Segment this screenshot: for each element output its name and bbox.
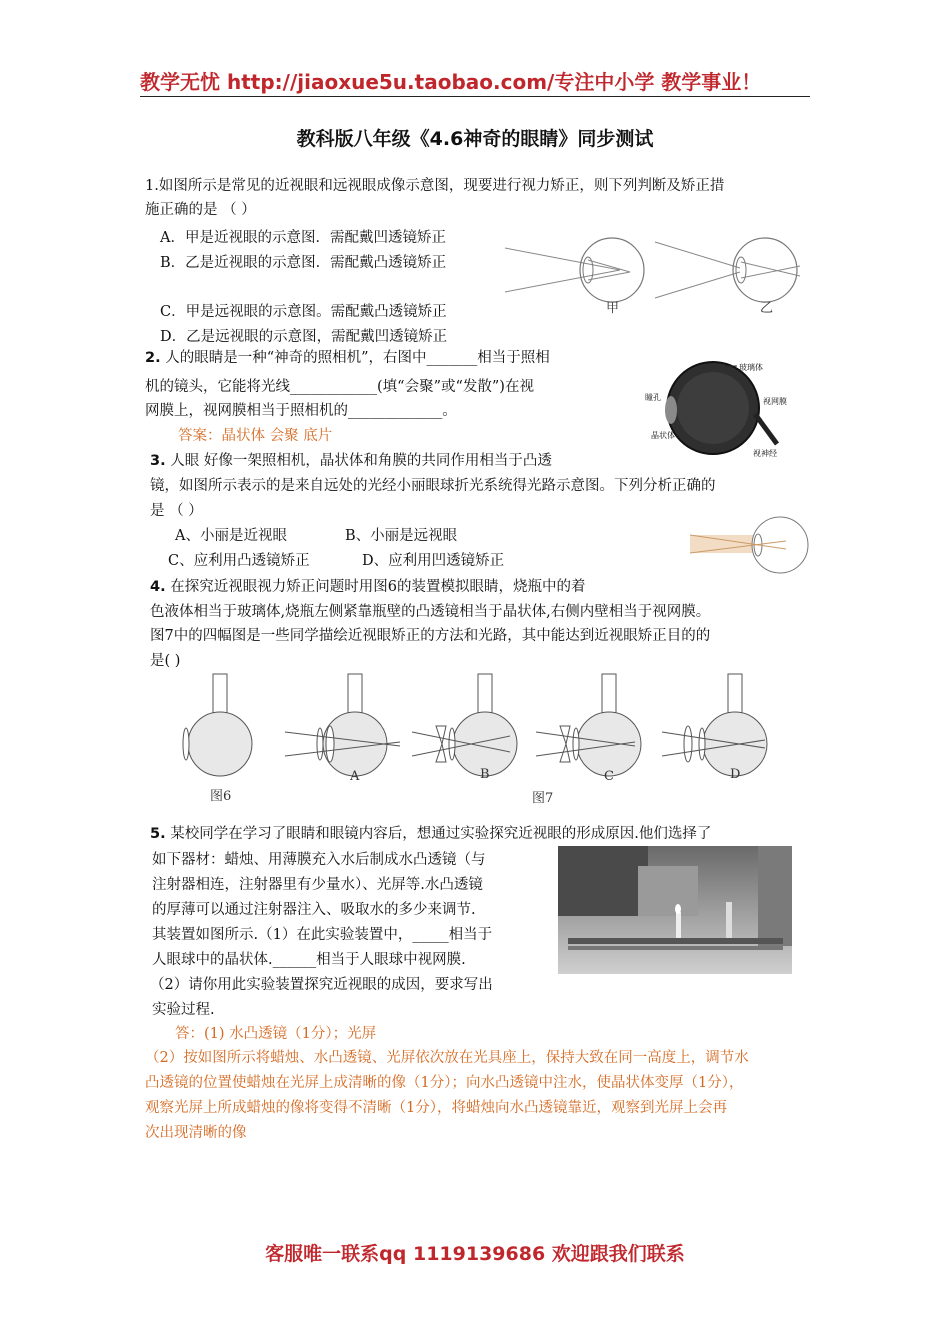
q4-fig6-caption: 图6 xyxy=(210,789,232,804)
q3-line-2: 镜，如图所示表示的是来自远处的光经小丽眼球折光系统得光路示意图。下列分析正确的 xyxy=(150,478,716,494)
q1-fig-label-yi: 乙 xyxy=(760,301,774,316)
q5-line-2: 如下器材：蜡烛、用薄膜充入水后制成水凸透镜（与 xyxy=(152,852,486,868)
q4-label-b: B xyxy=(480,767,490,782)
q4-line-4: 是( ) xyxy=(150,653,181,669)
q4-text-1: 在探究近视眼视力矫正问题时用图6的装置模拟眼睛，烧瓶中的着 xyxy=(165,579,586,595)
q1-option-d: D．乙是远视眼的示意图，需配戴凹透镜矫正 xyxy=(160,329,448,345)
q5-line-7: （2）请你用此实验装置探究近视眼的成因，要求写出 xyxy=(150,977,493,993)
q5-line-1 xyxy=(150,822,711,846)
q4-figures xyxy=(180,672,780,812)
q5-answer-1: 答：(1) 水凸透镜（1分）；光屏 xyxy=(175,1026,377,1042)
q2-label-retina: 视网膜 xyxy=(763,397,787,406)
q3-line-3: 是 （ ） xyxy=(150,503,203,519)
q2-answer: 答案：晶状体 会聚 底片 xyxy=(178,428,333,444)
q2-label-vitreous: 玻璃体 xyxy=(739,363,763,372)
q1-option-a: A．甲是近视眼的示意图．需配戴凹透镜矫正 xyxy=(160,230,446,246)
q5-line-4: 的厚薄可以通过注射器注入、吸取水的多少来调节. xyxy=(152,902,476,918)
q2-label-nerve: 视神经 xyxy=(753,449,777,458)
page-header: 教学无忧 http://jiaoxue5u.taobao.com/专注中小学 教学事业！ xyxy=(140,70,762,94)
q3-option-a: A、小丽是近视眼 xyxy=(175,528,287,544)
q1-eye-diagram xyxy=(500,230,810,320)
q2-number: 2. xyxy=(145,350,161,366)
q1-stem-2: 施正确的是 （ ） xyxy=(145,202,256,218)
q1-stem-1: 1.如图所示是常见的近视眼和远视眼成像示意图，现要进行视力矫正，则下列判断及矫正措 xyxy=(145,178,725,194)
q3-option-b: B、小丽是远视眼 xyxy=(345,528,458,544)
q2-line-1 xyxy=(145,346,550,370)
header-divider xyxy=(140,96,810,97)
page-footer: 客服唯一联系qq 1119139686 欢迎跟我们联系 xyxy=(265,1243,685,1265)
q1-option-c: C．甲是远视眼的示意图。需配戴凸透镜矫正 xyxy=(160,304,447,320)
q3-number: 3. xyxy=(150,453,166,469)
q5-line-5: 其装置如图所示.（1）在此实验装置中，_____相当于 xyxy=(152,927,493,943)
q5-text-1: 某校同学在学习了眼睛和眼镜内容后，想通过实验探究近视眼的形成原因.他们选择了 xyxy=(165,826,712,842)
q3-eye-diagram xyxy=(690,515,810,575)
q2-text-1: 人的眼睛是一种“神奇的照相机”，右图中_______相当于照相 xyxy=(160,350,550,366)
page-title: 教科版八年级《4.6神奇的眼睛》同步测试 xyxy=(296,128,654,150)
q5-number: 5. xyxy=(150,826,166,842)
q2-eyeball-figure xyxy=(645,352,795,462)
q4-line-3: 图7中的四幅图是一些同学描绘近视眼矫正的方法和光路，其中能达到近视眼矫正目的的 xyxy=(150,628,711,644)
q4-line-1 xyxy=(150,575,585,599)
q4-fig7-caption: 图7 xyxy=(532,791,554,806)
q3-option-c: C、应利用凸透镜矫正 xyxy=(168,553,310,569)
q3-text-1: 人眼 好像一架照相机，晶状体和角膜的共同作用相当于凸透 xyxy=(165,453,552,469)
q4-label-c: C xyxy=(604,769,614,784)
q4-label-d: D xyxy=(730,767,741,782)
q5-answer-2: （2）按如图所示将蜡烛、水凸透镜、光屏依次放在光具座上，保持大致在同一高度上，调节水 xyxy=(145,1050,749,1066)
q5-line-3: 注射器相连，注射器里有少量水）、光屏等.水凸透镜 xyxy=(152,877,483,893)
q2-line-3: 网膜上，视网膜相当于照相机的_____________。 xyxy=(145,403,457,419)
q4-line-2: 色液体相当于玻璃体,烧瓶左侧紧靠瓶壁的凸透镜相当于晶状体,右侧内壁相当于视网膜。 xyxy=(150,604,711,620)
q5-answer-3: 凸透镜的位置使蜡烛在光屏上成清晰的像（1分）；向水凸透镜中注水，使晶状体变厚（1分）， xyxy=(145,1075,744,1091)
q2-line-2: 机的镜头，它能将光线____________(填“会聚”或“发散”)在视 xyxy=(145,379,534,395)
q5-experiment-photo xyxy=(558,846,792,974)
q4-label-a: A xyxy=(350,769,360,784)
q5-line-8: 实验过程. xyxy=(152,1002,215,1018)
q5-answer-4: 观察光屏上所成蜡烛的像将变得不清晰（1分），将蜡烛向水凸透镜靠近，观察到光屏上会再 xyxy=(145,1100,727,1116)
q3-option-d: D、应利用凹透镜矫正 xyxy=(362,553,505,569)
q2-label-pupil: 瞳孔 xyxy=(645,393,661,402)
q1-option-b: B．乙是近视眼的示意图．需配戴凸透镜矫正 xyxy=(160,255,447,271)
q5-answer-5: 次出现清晰的像 xyxy=(145,1125,247,1141)
q5-line-6: 人眼球中的晶状体.______相当于人眼球中视网膜. xyxy=(152,952,466,968)
q1-fig-label-jia: 甲 xyxy=(606,301,620,316)
q3-line-1 xyxy=(150,449,552,473)
q4-number: 4. xyxy=(150,579,166,595)
q2-label-lens: 晶状体 xyxy=(651,431,675,440)
